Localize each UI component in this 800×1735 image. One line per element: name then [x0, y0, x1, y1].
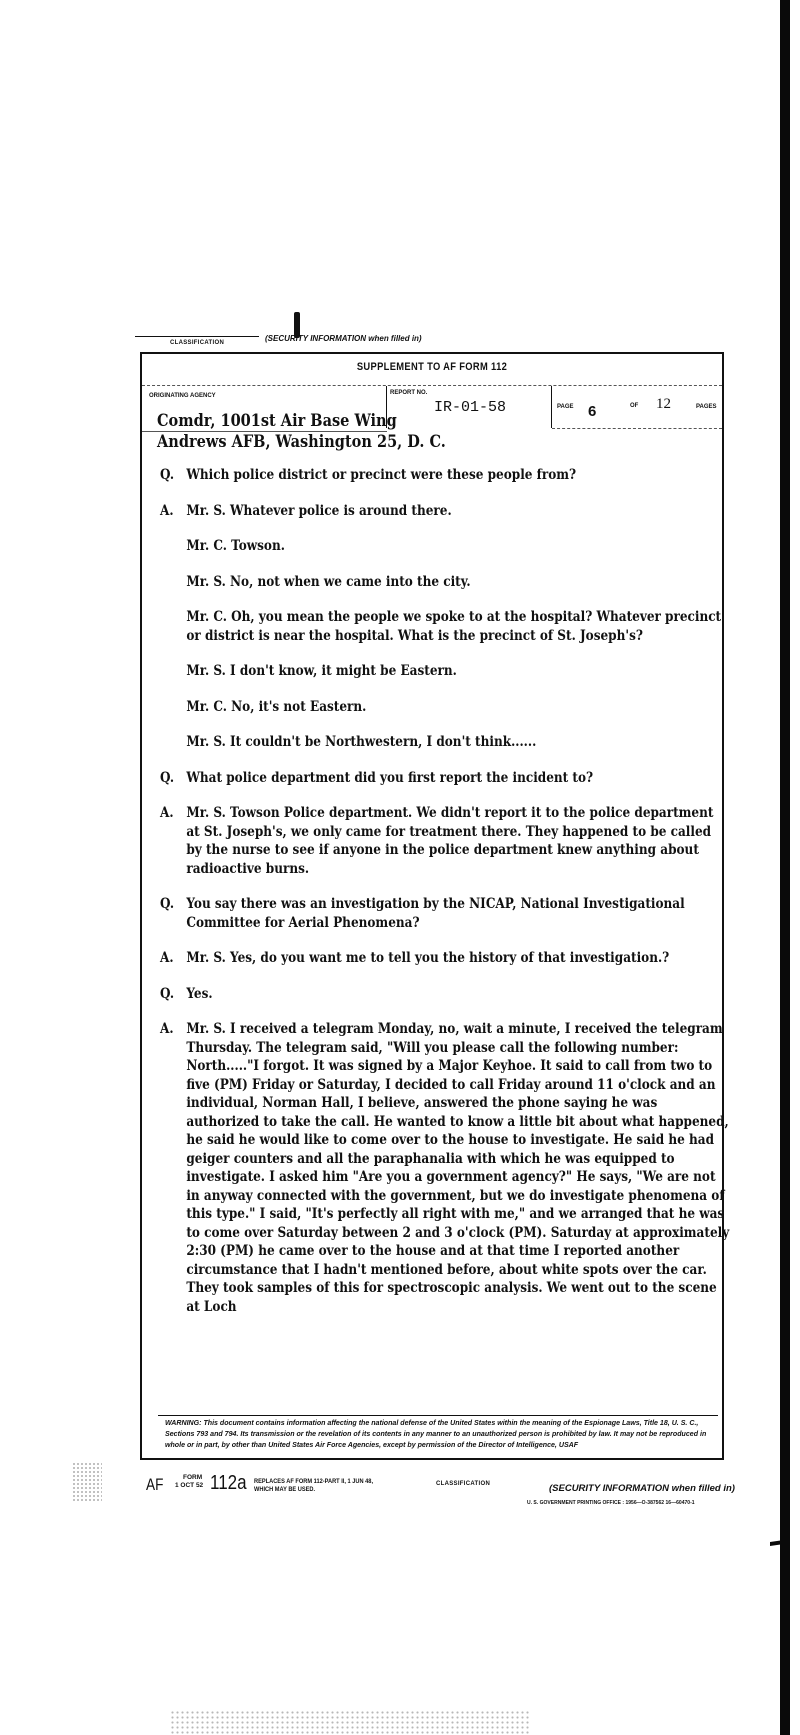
entry-text: Yes.: [186, 985, 213, 1002]
warning-divider: [158, 1415, 718, 1416]
footer-security-info: (SECURITY INFORMATION when filled in): [549, 1483, 735, 1494]
entry-lead: Q.: [160, 769, 175, 786]
printing-office-note: U. S. GOVERNMENT PRINTING OFFICE : 1956—O-387562 16—60470-1: [527, 1500, 695, 1506]
page-number: 6: [588, 403, 597, 420]
entry-lead: A.: [160, 502, 174, 519]
classification-line: [135, 336, 259, 337]
transcript-entry: [160, 573, 730, 592]
transcript-entry: [160, 698, 730, 717]
scan-edge-bar: [780, 0, 790, 1735]
transcript-entry: [160, 985, 730, 1004]
entry-text: Mr. S. It couldn't be Northwestern, I don't think......: [186, 734, 537, 750]
scan-noise: [72, 1462, 102, 1502]
page-label: PAGE: [557, 404, 574, 410]
scan-noise: [170, 1710, 530, 1735]
entry-text: Mr. S. Towson Police department. We didn't report it to the police department at St. Joseph's, we only came for treatment there. They happened to be called by the nurse to see if anyone in the police department knew anything about radioactive burns.: [186, 805, 714, 877]
form-number: 112a: [210, 1472, 247, 1494]
entry-text: Mr. S. No, not when we came into the city.: [186, 573, 471, 590]
entry-text: Mr. S. Yes, do you want me to tell you the history of that investigation.?: [186, 950, 670, 966]
form-word: FORM: [183, 1474, 203, 1481]
footer-classification-label: CLASSIFICATION: [436, 1481, 491, 1487]
of-label: OF: [630, 403, 639, 409]
divider: [552, 428, 722, 429]
entry-lead: A.: [160, 1021, 174, 1037]
report-no: IR-01-58: [434, 399, 507, 416]
transcript-entry: [160, 895, 730, 932]
entry-text: Which police district or precinct were these people from?: [186, 467, 577, 483]
transcript-entry: [160, 1020, 730, 1316]
entry-text: Mr. C. Towson.: [186, 538, 285, 554]
report-no-label: REPORT NO.: [390, 390, 428, 396]
classification-label: CLASSIFICATION: [170, 340, 225, 346]
transcript-entry: [160, 537, 730, 556]
replaces-line: WHICH MAY BE USED.: [254, 1486, 316, 1493]
originating-agency: Comdr, 1001st Air Base Wing: [157, 411, 397, 430]
transcript-entry: [160, 662, 730, 681]
transcript-entry: [160, 949, 730, 968]
transcript-entry: [160, 769, 730, 788]
replaces-line: REPLACES AF FORM 112-PART II, 1 JUN 48,: [254, 1478, 374, 1485]
form-prefix: AF: [146, 1475, 164, 1494]
replaces-note: [254, 1478, 373, 1494]
pages-label: PAGES: [696, 404, 717, 410]
total-pages: 12: [656, 396, 671, 412]
entry-lead: A.: [160, 950, 174, 966]
entry-text: What police department did you first report the incident to?: [186, 769, 594, 786]
entry-lead: A.: [160, 805, 174, 821]
entry-lead: Q.: [160, 896, 175, 912]
entry-text: Mr. S. I received a telegram Monday, no, wait a minute, I received the telegram Thursday. The telegram said, "Will you please call the following number: North....."I forgot. It was signed by a Major Keyhoe. It said to call from two to five (PM) Friday or Saturday, I decided to call Friday around 11 o'clock and an individual, Norman Hall, I believe, answered the phone saying he was authorized to take the call. He wanted to know a little bit about what happened, he said he would like to come over to the house to investigate. He said he had geiger counters and all the paraphanalia with which he was equipped to investigate. I asked him "Are you a government agency?" He says, "We are not in anyway connected with the government, but we do investigate phenomena of this type." I said, "It's perfectly all right with me," and we arranged that he was to come over Saturday between 2 and 3 o'clock (PM). Saturday at approximately 2:30 (PM) he came over to the house and at that time I reported another circumstance that I hadn't mentioned before, about white spots over the car. They took samples of this for spectroscopic analysis. We went out to the scene at Loch: [186, 1021, 730, 1315]
form-date: 1 OCT 52: [175, 1482, 204, 1489]
security-info: (SECURITY INFORMATION when filled in): [265, 334, 422, 343]
form-date-block: [175, 1474, 203, 1490]
divider: [551, 386, 552, 428]
transcript-entry: [160, 608, 730, 645]
transcript-entry: [160, 466, 730, 485]
security-warning: WARNING: This document contains information affecting the national defense of the United States within the meaning of the Espionage Laws, Title 18, U. S. C., Sections 793 and 794. Its transmission or the revelation of its contents in any manner to an unauthorized person is prohibited by law. It may not be reproduced in whole or in part, by other than United States Air Force Agencies, except by permission of the Director of Intelligence, USAF: [165, 1418, 707, 1449]
transcript-entry: [160, 733, 730, 752]
entry-text: Mr. C. Oh, you mean the people we spoke to at the hospital? Whatever precinct or district is near the hospital. What is the precinct of St. Joseph's?: [186, 609, 722, 644]
entry-text: You say there was an investigation by the NICAP, National Investigational Committee for Aerial Phenomena?: [186, 896, 685, 931]
entry-lead: Q.: [160, 985, 175, 1002]
transcript-entry: [160, 804, 730, 878]
transcript-entry: [160, 502, 730, 521]
entry-text: Mr. S. Whatever police is around there.: [186, 502, 452, 519]
divider: [142, 385, 722, 386]
form-title: SUPPLEMENT TO AF FORM 112: [356, 361, 508, 373]
entry-text: Mr. C. No, it's not Eastern.: [186, 698, 367, 715]
entry-lead: Q.: [160, 467, 175, 483]
originating-agency-address: Andrews AFB, Washington 25, D. C.: [157, 432, 446, 451]
entry-text: Mr. S. I don't know, it might be Eastern.: [186, 663, 457, 679]
transcript: [160, 466, 730, 1333]
originating-agency-label: ORIGINATING AGENCY: [149, 393, 216, 399]
